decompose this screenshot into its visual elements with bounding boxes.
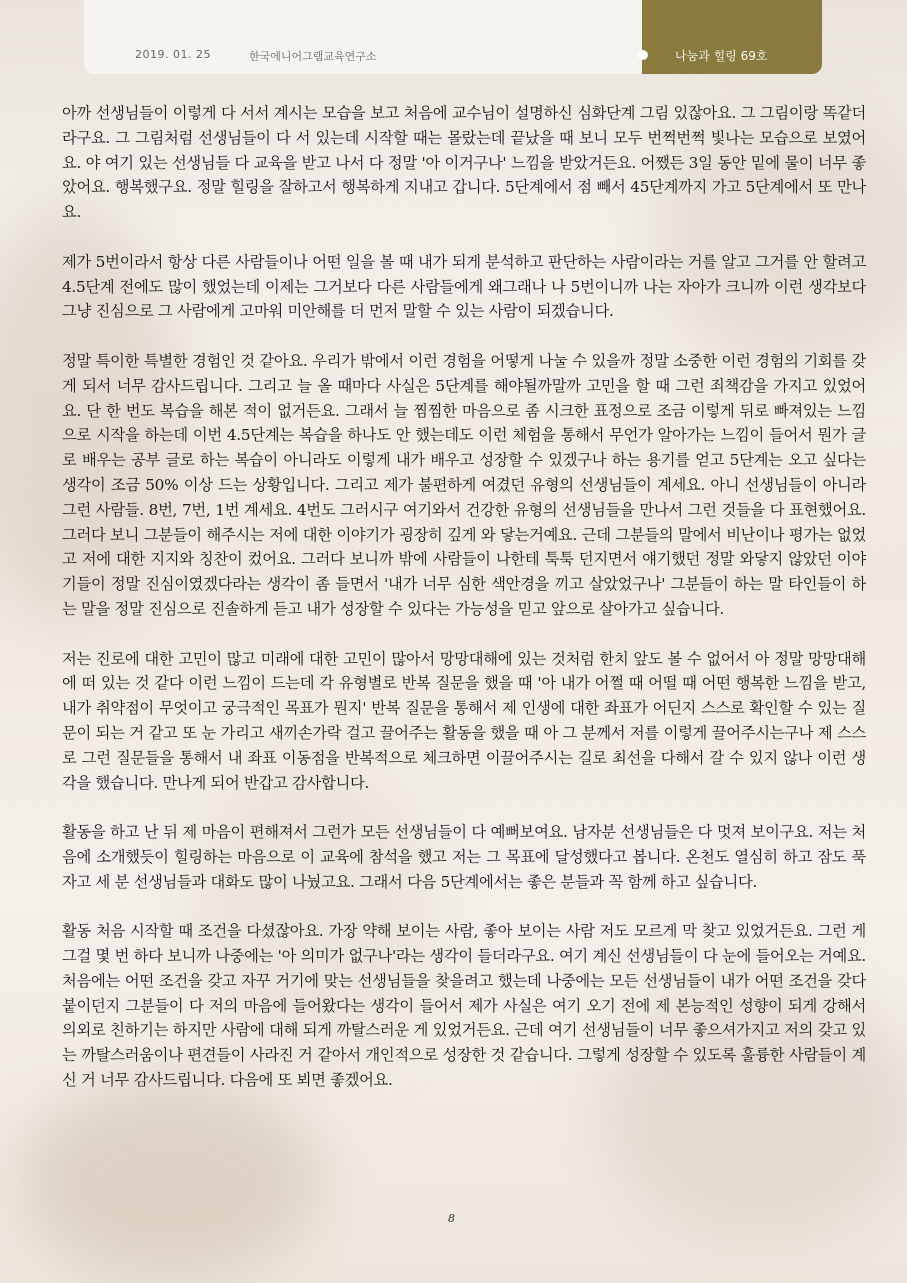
header-date: 2019. 01. 25 [135,48,211,61]
paragraph: 정말 특이한 특별한 경험인 것 같아요. 우리가 밖에서 이런 경험을 어떻게 나눌 수 있을까 정말 소중한 이런 경험의 기회를 갖게 되서 너무 감사드립니다. 그리고 늘 올 때마다 사실은 5단계를 해야될까말까 고민을 할 때 그런 죄책감을 가지고 있었어요. 단 한 번도 복습을 해본 적이 없거든요. 그래서 늘 찜찜한 마음으로 좀 시크한 표정으로 조금 이렇게 뒤로 빠져있는 느낌으로 시작을 하는데 이번 4.5단계는 복습을 하나도 안 했는데도 이런 체험을 통해서 무언가 알아가는 느낌이 들어서 뭔가 글로 배우는 공부 글로 하는 복습이 아니라도 이렇게 내가 배우고 성장할 수 있겠구나 하는 용기를 얻고 5단계는 오고 싶다는 생각이 조금 50% 이상 드는 상황입니다. 그리고 제가 불편하게 여겼던 유형의 선생님들이 계세요. 아니 선생님들이 아니라 그런 사람들. 8번, 7번, 1번 계세요. 4번도 그러시구 여기와서 건강한 유형의 선생님들을 만나서 그런 것들을 다 표현했어요. 그러다 보니 그분들이 해주시는 저에 대한 이야기가 굉장히 깊게 와 닿는거예요. 근데 그분들의 말에서 비난이나 평가는 없었고 저에 대한 지지와 칭찬이 컸어요. 그러다 보니까 밖에 사람들이 나한테 툭툭 던지면서 얘기했던 정말 와닿지 않았던 이야기들이 정말 진심이였겠다라는 생각이 좀 들면서 '내가 너무 심한 색안경을 끼고 살았었구나' 그분들이 하는 말 타인들이 하는 말을 정말 진심으로 진솔하게 듣고 내가 성장할 수 있다는 가능성을 믿고 앞으로 살아가고 싶습니다. [62,351,866,618]
paragraph: 활동을 하고 난 뒤 제 마음이 편해져서 그런가 모든 선생님들이 다 예뻐보여요. 남자분 선생님들은 다 멋져 보이구요. 저는 처음에 소개했듯이 힐링하는 마음으로 이 교육에 참석을 했고 저는 그 목표에 달성했다고 봅니다. 온천도 열심히 하고 잠도 푹 자고 세 분 선생님들과 대화도 많이 나눴고요. 그래서 다음 5단계에서는 좋은 분들과 꼭 함께 하고 싶습니다. [62,823,866,891]
page-number: 8 [448,1212,455,1225]
header-organization: 한국에니어그램교육연구소 [249,50,377,63]
paragraph: 활동 처음 시작할 때 조건을 다셨잖아요. 가장 약해 보이는 사람, 좋아 보이는 사람 저도 모르게 막 찾고 있었거든요. 그런 게 그걸 몇 번 하다 보니까 나중에는 '아 의미가 없구나'라는 생각이 들더라구요. 여기 계신 선생님들이 다 눈에 들어오는 거예요. 처음에는 어떤 조건을 갖고 자꾸 거기에 맞는 선생님들을 찾을려고 했는데 나중에는 모든 선생님들이 내가 어떤 조건을 갖다 붙이던지 그분들이 다 저의 마음에 들어왔다는 생각이 들어서 제가 사실은 여기 오기 전에 제 본능적인 성향이 되게 강해서 의외로 친하기는 하지만 사람에 대해 되게 까탈스러운 게 있었거든요. 근데 여기 선생님들이 너무 좋으셔가지고 저의 갖고 있는 까탈스러움이나 편견들이 사라진 거 같아서 개인적으로 성장한 것 같습니다. 그렇게 성장할 수 있도록 훌륭한 사람들이 계신 거 너무 감사드립니다. 다음에 또 뵈면 좋겠어요. [62,922,866,1090]
article-body [62,101,866,1118]
bullet-dot-icon [638,50,648,60]
header-issue: 나눔과 힐링 69호 [675,49,768,63]
paragraph: 저는 진로에 대한 고민이 많고 미래에 대한 고민이 많아서 망망대해에 있는 것처럼 한치 앞도 볼 수 없어서 아 정말 망망대해에 떠 있는 것 같다 이런 느낌이 드는데 각 유형별로 반복 질문을 했을 때 '아 내가 어쩔 때 어떨 때 어떤 행복한 느낌을 받고, 내가 취약점이 무엇이고 궁극적인 목표가 뭔지' 반복 질문을 통해서 제 인생에 대한 좌표가 어딘지 스스로 확인할 수 있는 질문이 되는 거 같고 또 눈 가리고 새끼손가락 걸고 끌어주는 활동을 했을 때 아 그 분께서 저를 이렇게 끌어주시는구나 제 스스로 그런 질문들을 통해서 내 좌표 이동점을 반복적으로 체크하면 이끌어주시는 길로 최선을 다해서 갈 수 있지 않나 이런 생각을 했습니다. 만나게 되어 반갑고 감사합니다. [62,649,866,792]
paragraph: 제가 5번이라서 항상 다른 사람들이나 어떤 일을 볼 때 내가 되게 분석하고 판단하는 사람이라는 거를 알고 그거를 안 할려고 4.5단계 전에도 많이 했었는데 이제는 그거보다 다른 사람들에게 왜그래나 나 5번이니까 나는 자아가 크니까 이런 생각보다 그냥 진심으로 그 사람에게 고마워 미안해를 더 먼저 말할 수 있는 사람이 되겠습니다. [62,252,866,321]
paragraph: 아까 선생님들이 이렇게 다 서서 계시는 모습을 보고 처음에 교수님이 설명하신 심화단계 그림 있잖아요. 그 그림이랑 똑같더라구요. 그 그림처럼 선생님들이 다 서 있는데 시작할 때는 몰랐는데 끝났을 때 보니 모두 번쩍번쩍 빛나는 모습으로 보였어요. 야 여기 있는 선생님들 다 교육을 받고 나서 다 정말 '아 이거구나' 느낌을 받았거든요. 어쨌든 3일 동안 밑에 물이 너무 좋았어요. 행복했구요. 정말 힐링을 잘하고서 행복하게 지내고 갑니다. 5단계에서 점 빼서 45단계까지 가고 5단계에서 또 만나요. [62,104,866,222]
